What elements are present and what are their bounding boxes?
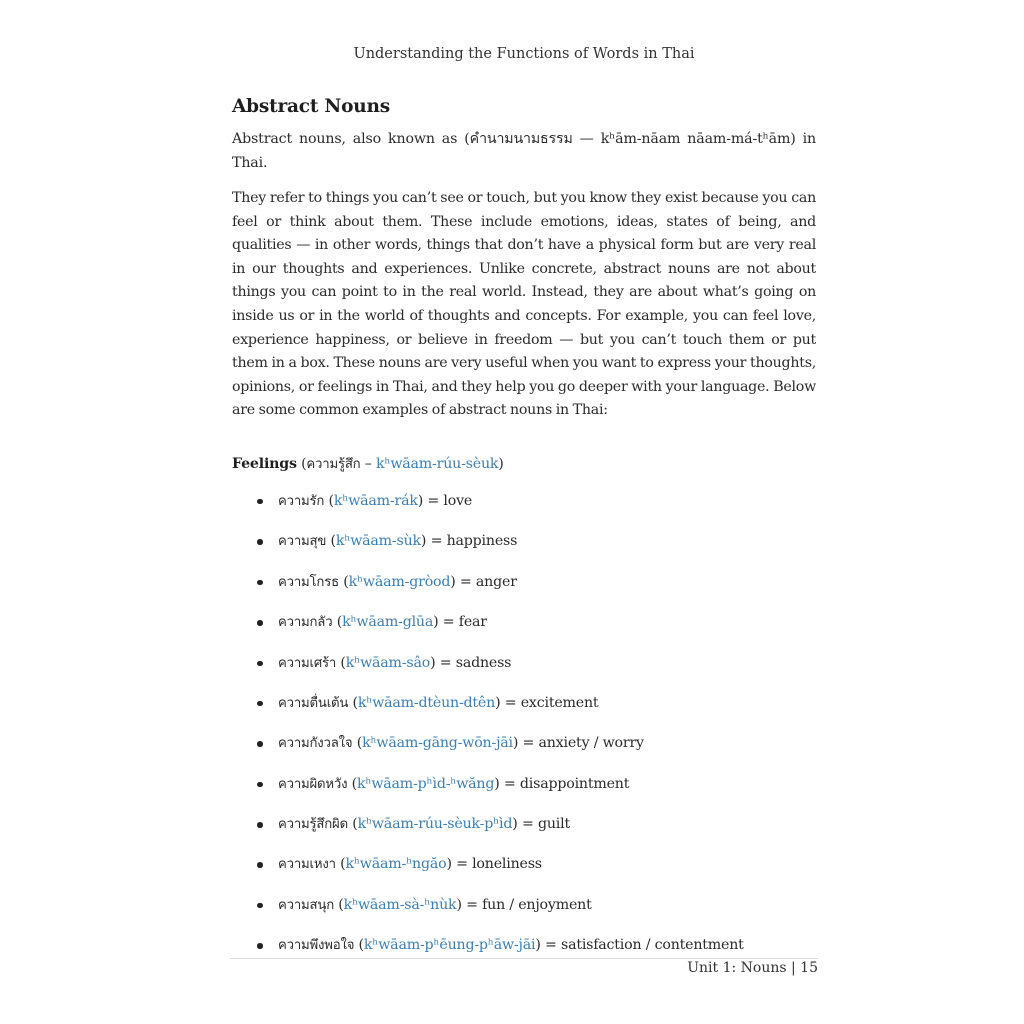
- running-head: Understanding the Functions of Words in Thai: [353, 46, 695, 62]
- subheading-open-paren: (: [296, 455, 307, 472]
- list-item: ความรู้สึกผิด (kʰwāam-rúu-sèuk-pʰìd) = guilt: [232, 813, 816, 853]
- bullet-icon: [257, 701, 263, 707]
- vocab-romanization: kʰwāam-rúu-sèuk-pʰìd: [357, 816, 513, 833]
- vocab-romanization: kʰwāam-gāng-wōn-jāi: [362, 735, 513, 752]
- vocab-romanization: kʰwāam-glūa: [342, 614, 434, 631]
- intro-paragraph: Abstract nouns, also known as (คำนามนามธรรม — kʰām-nāam nāam-má-tʰām) in Thai.: [232, 131, 816, 171]
- bullet-icon: [257, 943, 263, 949]
- list-item: ความกลัว (kʰwāam-glūa) = fear: [232, 611, 816, 651]
- list-item: ความสุข (kʰwāam-sùk) = happiness: [232, 530, 816, 570]
- list-item: ความพึงพอใจ (kʰwāam-pʰēung-pʰāw-jāi) = satisfaction / contentment: [232, 934, 816, 974]
- subheading-dash: –: [360, 455, 376, 472]
- subheading-label: Feelings: [232, 455, 297, 472]
- vocab-thai: ความกลัว: [278, 615, 333, 631]
- vocab-romanization: kʰwāam-sà-ʰnùk: [343, 896, 457, 913]
- main-content: [232, 96, 816, 975]
- vocab-romanization: kʰwāam-rák: [333, 492, 418, 509]
- feelings-subheading: [232, 453, 816, 476]
- section-title: Abstract Nouns: [232, 96, 391, 117]
- vocab-thai: ความโกรธ: [278, 574, 339, 590]
- vocab-list: [232, 490, 816, 975]
- vocab-thai: ความกังวลใจ: [278, 736, 353, 752]
- vocab-thai: ความเศร้า: [278, 655, 337, 671]
- vocab-thai: ความรัก: [278, 493, 325, 509]
- bullet-icon: [257, 580, 263, 586]
- vocab-meaning: fun / enjoyment: [482, 896, 592, 913]
- vocab-thai: ความเหงา: [278, 857, 336, 873]
- bullet-icon: [257, 620, 263, 626]
- bullet-icon: [257, 741, 263, 747]
- list-item: ความเศร้า (kʰwāam-sâo) = sadness: [232, 652, 816, 692]
- vocab-meaning: anxiety / worry: [538, 735, 644, 752]
- vocab-meaning: excitement: [520, 694, 599, 711]
- bullet-icon: [257, 903, 263, 909]
- vocab-romanization: kʰwāam-pʰìd-ʰwăng: [357, 775, 495, 792]
- body-paragraph: They refer to things you can’t see or touch, but you know they exist because you can feel or think about them. These include emotions, ideas, states of being, and qualities — in other words, things that don’t have a physical form but are very real in our thoughts and experiences. Unlike concrete, abstract nouns are not about things you can point to in the real world. Instead, they are about what’s going on inside us or in the world of thoughts and concepts. For example, you can feel love, experience happiness, or believe in freedom — but you can’t touch them or put them in a box. These nouns are very useful when you want to express your thoughts, opinions, or feelings in Thai, and they help you go deeper with your language. Below are some common examples of abstract nouns in Thai:: [232, 190, 816, 419]
- subheading-close-paren: ): [498, 455, 504, 472]
- vocab-thai: ความสนุก: [278, 897, 334, 913]
- list-item: ความสนุก (kʰwāam-sà-ʰnùk) = fun / enjoyment: [232, 894, 816, 934]
- vocab-meaning: happiness: [446, 533, 518, 550]
- list-item: ความตื่นเต้น (kʰwāam-dtèun-dtên) = excitement: [232, 692, 816, 732]
- vocab-romanization: kʰwāam-gròod: [348, 573, 451, 590]
- bullet-icon: [257, 862, 263, 868]
- vocab-romanization: kʰwāam-ʰngăo: [345, 856, 447, 873]
- vocab-romanization: kʰwāam-sâo: [345, 654, 431, 671]
- vocab-thai: ความสุข: [278, 534, 327, 550]
- vocab-thai: ความผิดหวัง: [278, 776, 348, 792]
- list-item: ความผิดหวัง (kʰwāam-pʰìd-ʰwăng) = disappointment: [232, 773, 816, 813]
- vocab-meaning: love: [443, 492, 473, 509]
- vocab-meaning: satisfaction / contentment: [560, 937, 744, 954]
- vocab-romanization: kʰwāam-sùk: [335, 533, 421, 550]
- vocab-thai: ความรู้สึกผิด: [278, 817, 348, 833]
- vocab-meaning: disappointment: [519, 775, 630, 792]
- page-footer: Unit 1: Nouns | 15: [687, 960, 818, 976]
- vocab-romanization: kʰwāam-dtèun-dtên: [357, 694, 496, 711]
- bullet-icon: [257, 782, 263, 788]
- vocab-thai: ความพึงพอใจ: [278, 938, 355, 954]
- subheading-thai: ความรู้สึก: [306, 456, 361, 472]
- vocab-meaning: anger: [475, 573, 517, 590]
- footer-divider: [230, 958, 818, 959]
- bullet-icon: [257, 661, 263, 667]
- bullet-icon: [257, 539, 263, 545]
- vocab-meaning: fear: [458, 614, 487, 631]
- bullet-icon: [257, 822, 263, 828]
- vocab-meaning: loneliness: [472, 856, 542, 873]
- list-item: ความเหงา (kʰwāam-ʰngăo) = loneliness: [232, 853, 816, 893]
- vocab-meaning: guilt: [537, 816, 570, 833]
- list-item: ความรัก (kʰwāam-rák) = love: [232, 490, 816, 530]
- vocab-thai: ความตื่นเต้น: [278, 695, 349, 711]
- bullet-icon: [257, 499, 263, 505]
- subheading-romanization: kʰwāam-rúu-sèuk: [375, 455, 499, 472]
- list-item: ความกังวลใจ (kʰwāam-gāng-wōn-jāi) = anxiety / worry: [232, 732, 816, 772]
- list-item: ความโกรธ (kʰwāam-gròod) = anger: [232, 571, 816, 611]
- vocab-meaning: sadness: [455, 654, 512, 671]
- vocab-romanization: kʰwāam-pʰēung-pʰāw-jāi: [363, 937, 536, 954]
